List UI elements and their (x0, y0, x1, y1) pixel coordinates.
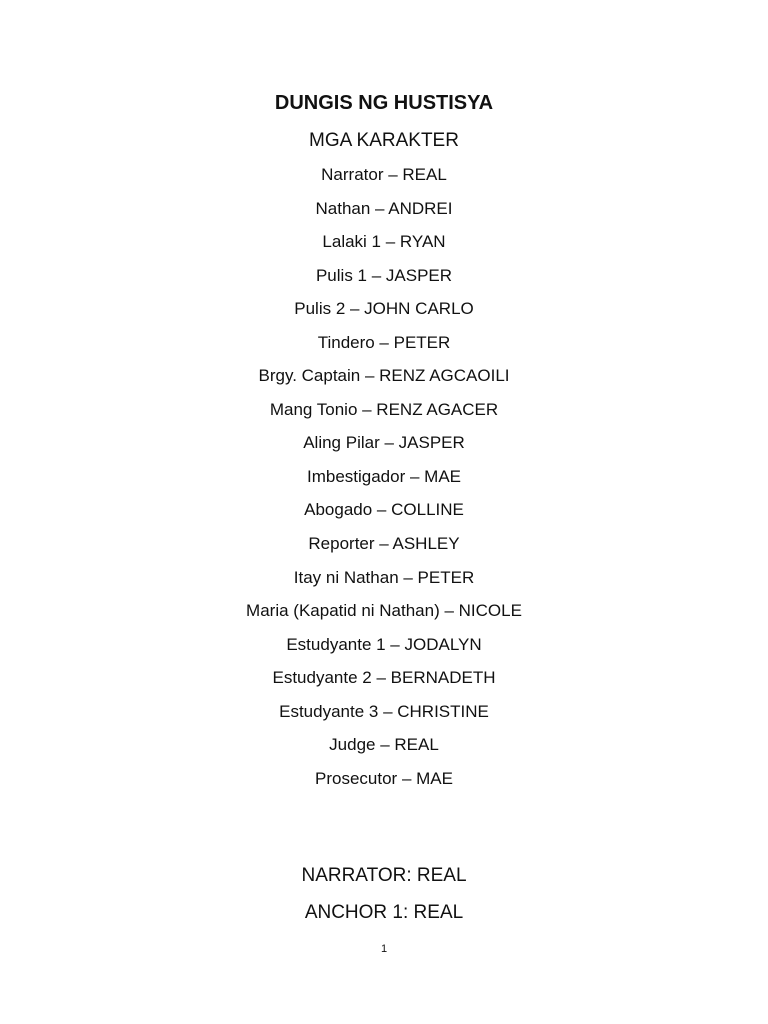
cast-item: Narrator – REAL (321, 165, 447, 184)
anchor-assignment: ANCHOR 1: REAL (304, 902, 464, 923)
cast-item: Reporter – ASHLEY (308, 534, 460, 554)
cast-item: Lalaki 1 – RYAN (322, 232, 446, 252)
cast-item: Maria (Kapatid ni Nathan) – NICOLE (246, 601, 522, 621)
cast-item: Tindero – PETER (317, 332, 451, 352)
cast-heading: MGA KARAKTER (309, 130, 459, 151)
cast-item: Pulis 2 – JOHN CARLO (294, 299, 474, 319)
cast-item: Estudyante 2 – BERNADETH (272, 668, 496, 688)
narrator-assignment: NARRATOR: REAL (301, 865, 467, 886)
cast-item: Imbestigador – MAE (306, 466, 461, 486)
cast-item: Pulis 1 – JASPER (315, 265, 453, 285)
cast-item: Brgy. Captain – RENZ AGCAOILI (258, 366, 510, 386)
cast-item: Prosecutor – MAE (315, 768, 453, 788)
cast-list (0, 160, 768, 797)
cast-item: Itay ni Nathan – PETER (293, 567, 475, 587)
document-title: DUNGIS NG HUSTISYA (274, 92, 494, 114)
cast-item: Mang Tonio – RENZ AGACER (269, 399, 499, 419)
cast-item: Estudyante 1 – JODALYN (286, 634, 482, 654)
page-number: 1 (380, 943, 388, 955)
cast-item: Nathan – ANDREI (315, 198, 453, 218)
cast-item: Judge – REAL (329, 735, 439, 755)
cast-item: Estudyante 3 – CHRISTINE (279, 701, 489, 721)
cast-item: Aling Pilar – JASPER (303, 433, 465, 453)
cast-item: Abogado – COLLINE (304, 500, 464, 520)
